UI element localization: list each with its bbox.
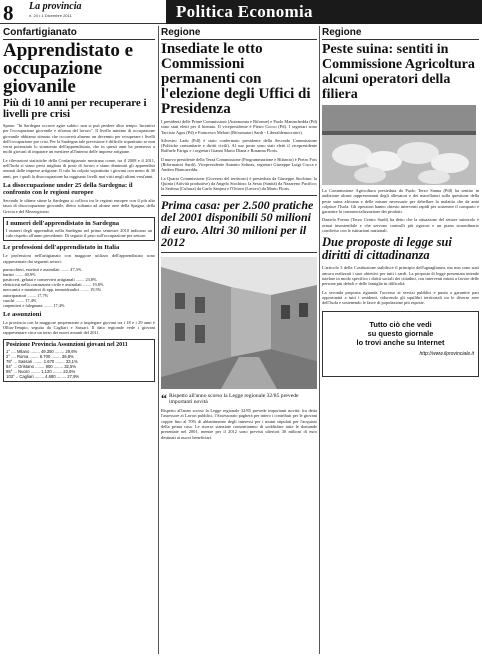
column-divider <box>319 26 320 654</box>
ad-url-link[interactable]: http://www.ilprovinciale.it <box>419 351 474 358</box>
list-item: pasticceri, gelatai e conservieri artigianali ........ 23,8% <box>3 277 97 283</box>
left-subheading: I numeri dell'apprendistato in Sardegna <box>6 219 120 227</box>
right-paragraph: Daniela Forma (Terzo Centro Sardi) ha detto che la situazione del settore suinicolo è ormai insostenibile e che servono controlli più rigorosi e un piano straordinario condiviso con le istituzioni nazionali. <box>322 217 479 234</box>
left-subtitle: Più di 10 anni per recuperare i livelli pre crisi <box>3 97 147 120</box>
table-row: 1° .... Milano ........ 49.350 ........ 29,6% <box>6 348 78 354</box>
left-paragraph: Le professioni nell'artigianato con maggiore utilizzo dell'apprendistato sono rappresentate dai seguenti settori: <box>3 253 155 264</box>
center-paragraph: La Quarta Commissione (Governo del territorio) è presieduta da Giuseppe Stochino; la Quinta (Attività produttive) da Angelo Stochino; la Sesta (Sanità) da Nazareno Pacifico; la Settima (Cultura) da Carlo Sanjust e l'Ottava (Lavoro) da Mario Floris. <box>161 175 317 192</box>
left-article <box>3 25 155 657</box>
center-article <box>161 25 317 657</box>
section-title: Politica Economia <box>166 0 482 24</box>
left-paragraph: Spano: "In Sardegna occorre agire subito: non si può perdere altro tempo. Incentivi per l'occupazione giovanile e riforma del lavoro". Il livello minimo di occupazione giovanile abbiamo stimato che occorrerà almeno un decennio per recuperare i livelli dell'occupazione pre crisi. Per la Sardegna tale previsione è difficile soprattutto se non verrà potenziato lo strumento dell'apprendistato, che in questi anni ha permesso a molti giovani di imparare un mestiere all'interno delle imprese artigiane. <box>3 123 155 155</box>
right-paragraph: La Commissione Agricoltura presieduta da Paolo Terzo Sanna (Pdl) ha sentito in audizione alcuni rappresentanti degli allevatori e dei macellatori sulla questione della peste suina africana e delle misure necessarie per debellare la malattia che da anni colpisce l'Isola. Gli operatori hanno chiesto interventi rapidi per sostenere il comparto e garantire la commercializzazione dei prodotti. <box>322 188 479 215</box>
right-paragraph: L'articolo 3 della Costituzione stabilisce il principio dell'uguaglianza, ma non sono stati ancora realizzati i suoi obiettivi per tutti i sardi. La proposta di legge presentata intende tutelare in modo specifico i diritti sociali dei cittadini, con interventi mirati a favore delle persone più deboli e delle famiglie in difficoltà. <box>322 265 479 287</box>
center-paragraph: Rispetto all'anno scorso la Legge regionale 32/85 prevede importanti novità: fra detta l'assessore ai Lavori pubblici, l'Assessorato pagherà per intero i contributi per le giovani coppie fino al 70% di abbattimento degli interessi per i mutui stipulati per l'acquisto della prima casa. Le risorse stanziate consentiranno di soddisfare tutte le domande presentate nel 2001, mentre per il 2012 sono previsti ulteriori 30 milioni di euro destinati ai nuovi beneficiari. <box>161 408 317 440</box>
street-photo <box>161 257 317 389</box>
list-item: elettricisti nella costruzione civile e assimilati ........ 19,8% <box>3 282 104 288</box>
pig-farm-image <box>322 105 476 185</box>
photo-caption-quote <box>161 390 317 406</box>
issue-info: n. 24 • 1 Dicembre 2011 <box>29 13 72 18</box>
left-paragraph: I numeri degli apprendisti nella Sardegna nel primo semestre 2010 indicano un calo rispetto all'anno precedente. Di seguito il peso sull'occupazione per settore. <box>6 227 152 239</box>
table-title: Posizione Provincia Assunzioni giovani nel 2011 <box>6 341 128 348</box>
ad-line: lo trovi anche su Internet <box>356 338 445 348</box>
table-row: 103° .. Cagliari ........ 4.680 ........ 27,9% <box>6 373 80 379</box>
right-paragraph: La seconda proposta riguarda l'accesso ai servizi pubblici e punta a garantire pari opportunità a tutti i residenti, riducendo gli squilibri territoriali tra le diverse aree dell'Isola e sostenendo le fasce di popolazione più esposte. <box>322 289 479 306</box>
table-row: 78° ... Sassari ........ 1.670 ........ 33,1% <box>6 358 78 364</box>
table-row: 84° ... Oristano ........ 800 ........ 32,5% <box>6 363 77 369</box>
left-paragraph: Secondo le ultime stime la Sardegna si colloca tra le regioni europee con il più alto tasso di disoccupazione giovanile, dietro soltanto ad alcune aree della Spagna, della Grecia e del Mezzogiorno. <box>3 197 155 214</box>
left-subheading: La disoccupazione under 25 della Sardegna: il confronto con le regioni europee <box>3 181 133 196</box>
center-paragraph: I presidenti delle Prime Commissioni (Autonomia e Riforme) e Paolo Maninchedda (Pd) sono stati eletti per il biennio. Il vicepresidente è Pietro Cocco (Pd). I segretari sono Tarcisio Agus (Pd) e Francesco Meloni (Riformatori Sardi - Liberaldemocratici). <box>161 119 317 135</box>
website-advertisement <box>322 311 479 377</box>
center-pull-headline: Prima casa: per 2.500 pratiche del 2001 disponibili 50 milioni di euro. Altri 30 milioni per il 2012 <box>161 195 317 253</box>
table-row: 95° ... Nuoro ........ 1.120 ........ 22,6% <box>6 368 76 374</box>
right-kicker: Regione <box>322 25 479 40</box>
right-second-headline: Due proposte di legge sui diritti di cittadinanza <box>322 235 452 263</box>
list-item: parrucchieri, estetisti e assimilati ........ 47,3% <box>3 267 82 273</box>
center-kicker: Regione <box>161 25 317 40</box>
list-item: baristi ........ 40,9% <box>3 272 36 278</box>
list-item: cuochi ........ 17,4% <box>3 297 37 303</box>
list-item: carpentieri e falegnami ........ 17,4% <box>3 302 65 308</box>
ad-line: su questo giornale <box>367 329 434 339</box>
column-divider <box>158 26 159 654</box>
left-paragraph: Le rilevazioni statistiche della Confartigianato mostrano come, tra il 2008 e il 2011, nell'Isola si siano persi migliaia di posti di lavoro e siano diminuiti gli apprendisti assunti dalle imprese artigiane. Il calo ha colpito soprattutto i giovani con meno di 30 anni, per i quali la disoccupazione ha raggiunto livelli mai visti negli ultimi vent'anni. <box>3 157 155 179</box>
masthead: La provincia <box>29 1 82 12</box>
left-paragraph: La provincia con la maggiore propensione a impiegare giovani tra i 18 e i 29 anni è Olbia-Tempio, seguita da Cagliari e Sassari. Il dato regionale vede i giovani rappresentare circa un terzo dei nuovi assunti del 2011. <box>3 319 155 336</box>
center-headline: Insediate le otto Commissioni permanenti con l'elezione degli Uffici di Presidenza <box>161 41 311 117</box>
page-header <box>0 0 482 24</box>
left-infobox-apprendistato <box>3 217 155 242</box>
page-number: 8 <box>3 1 14 25</box>
center-caption-text: Rispetto all'anno scorso la Legge regionale 32/85 prevede importanti novità <box>169 392 299 405</box>
left-headline: Apprendistato e occupazione giovanile <box>3 40 134 97</box>
right-article <box>322 25 479 657</box>
list-item: meccanici e montatori di app. termoidraulici ........ 19,5% <box>3 287 102 293</box>
left-subheading: Le assunzioni <box>3 310 42 318</box>
ad-line: Tutto ciò che vedi <box>369 320 432 330</box>
right-headline: Peste suina: sentiti in Commissione Agricoltura alcuni operatori della filiera <box>322 42 475 102</box>
pig-farm-photo <box>322 105 476 185</box>
left-table-box <box>3 339 155 382</box>
center-paragraph: Il nuovo presidente della Terza Commissione (Programmazione e Bilancio) è Pietro Fois (Riformatori Sardi). Vicepresidente Antonio Solinas, segretari Giuseppe Luigi Cucca e Andrea Biancareddu. <box>161 156 317 173</box>
left-kicker: Confartigianato <box>3 25 155 40</box>
street-photo-image <box>161 257 317 389</box>
quote-mark-icon: “ <box>161 390 167 405</box>
table-row: 2° .... Roma ........ 6.700 ........ 36,8% <box>6 353 74 359</box>
center-paragraph: Silvestro Ladu (Pdl) è stato confermato presidente della Seconda Commissione (Politiche comunitarie e diritti civili). Al suo posto sono stati eletti il vicepresidente Raffaele Farigu e i segretari Gianni Mario Diana e Rosanna Floris. <box>161 137 317 154</box>
list-item: autoriparatori ........ 17,7% <box>3 292 49 298</box>
left-subheading: Le professioni dell'apprendistato in Italia <box>3 244 120 252</box>
